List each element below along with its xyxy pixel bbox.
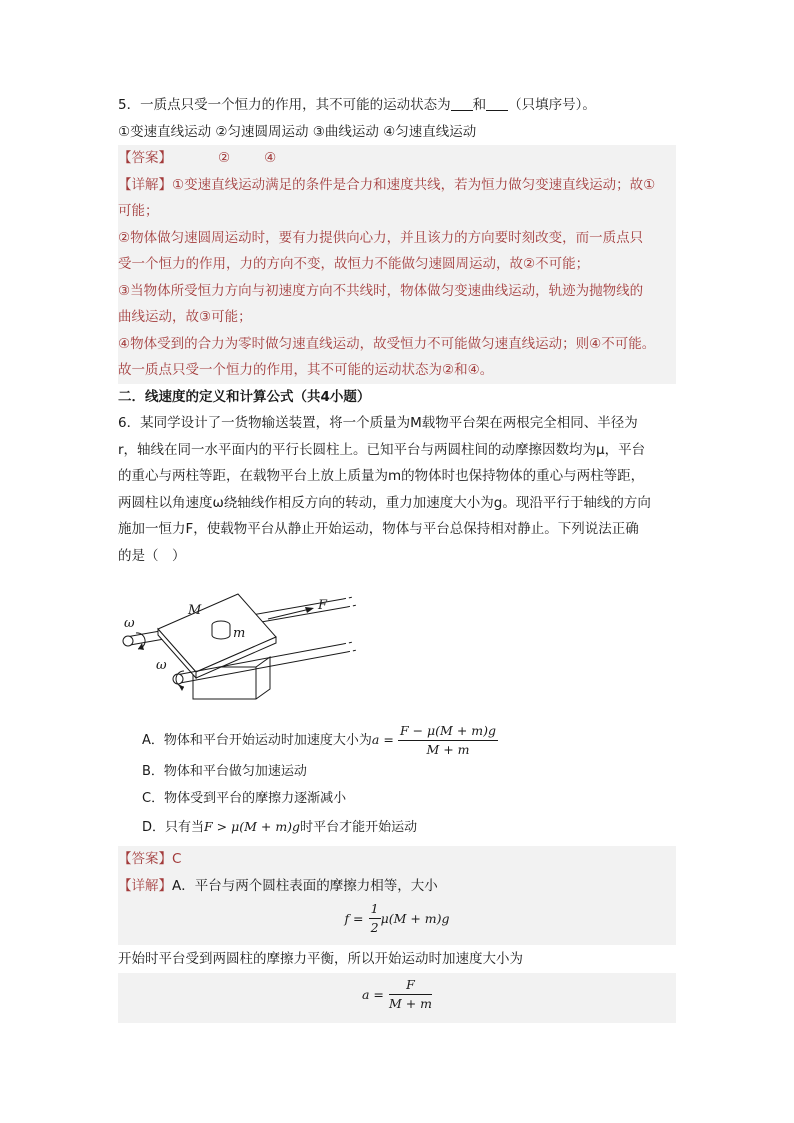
option-d-math: F > μ(M + m)g xyxy=(204,819,301,834)
q6-formula-1 xyxy=(118,899,676,945)
q6-option-b: B．物体和平台做匀加速运动 xyxy=(142,764,307,779)
formula-2-lhs: a = xyxy=(361,987,384,1002)
formula-2-numerator: F xyxy=(389,977,432,995)
q5-and: 和 xyxy=(472,97,487,113)
formula-1-fraction xyxy=(369,901,381,936)
q5-detail-line: 故一质点只受一个恒力的作用，其不可能的运动状态为②和④。 xyxy=(118,362,494,378)
q6-stem-line: 两圆柱以角速度ω绕轴线作相反方向的转动，重力加速度大小为g。现沿平行于轴线的方向 xyxy=(118,494,651,511)
q6-figure xyxy=(118,579,676,721)
platform-cylinder-diagram xyxy=(118,579,378,721)
formula-2-denominator: M + m xyxy=(388,996,433,1011)
option-a-fraction xyxy=(398,723,498,758)
q5-detail-line: 可能； xyxy=(118,203,159,219)
answer-label: 【答案】 xyxy=(118,150,172,166)
q5-stem-tail: （只填序号）。 xyxy=(508,97,596,113)
q6-answer-value: C xyxy=(172,851,182,867)
section-title: 二．线速度的定义和计算公式（共4小题） xyxy=(118,388,371,405)
q5-blank-2 xyxy=(486,96,508,111)
q5-answer xyxy=(118,145,676,172)
q6-option-d xyxy=(118,812,676,842)
formula-1-rhs: μ(M + m)g xyxy=(380,911,450,926)
option-a-lhs: a = xyxy=(371,732,394,747)
q6-formula-2 xyxy=(118,973,676,1023)
q5-stem xyxy=(118,92,676,119)
formula-1-denominator: 2 xyxy=(370,920,379,935)
q6-answer xyxy=(118,846,676,873)
q5-detail-line: 受一个恒力的作用，力的方向不变，故恒力不能做匀速圆周运动，故②不可能； xyxy=(118,256,590,272)
q5-detail-line: ②物体做匀速圆周运动时，要有力提供向心力，并且该力的方向要时刻改变，而一质点只 xyxy=(118,229,644,246)
q6-stem-line: 的重心与两柱等距，在载物平台上放上质量为m的物体时也保持物体的重心与两柱等距， xyxy=(118,468,645,484)
q5-detail-line: 曲线运动，故③可能； xyxy=(118,309,252,325)
option-a-numerator: F − μ(M + m)g xyxy=(398,723,498,741)
q5-answer-2: ④ xyxy=(264,150,277,166)
q6-detail-1 xyxy=(118,873,676,900)
label-omega-2: ω xyxy=(156,658,167,673)
back-cylinder-end xyxy=(123,636,133,646)
q6-detail-1-text: A．平台与两个圆柱表面的摩擦力相等，大小 xyxy=(172,877,438,894)
label-F: F xyxy=(318,598,328,613)
formula-2-fraction xyxy=(389,977,432,1012)
q6-stem-line: r，轴线在同一水平面内的平行长圆柱上。已知平台与两圆柱间的动摩擦因数均为μ，平台 xyxy=(118,441,646,458)
formula-1-numerator: 1 xyxy=(369,901,381,919)
q6-stem-line: 施加一恒力F，使载物平台从静止开始运动，物体与平台总保持相对静止。下列说法正确 xyxy=(118,521,639,537)
detail-label: 【详解】 xyxy=(118,176,172,193)
front-cylinder-end xyxy=(173,674,183,684)
q6-answer-block xyxy=(118,846,676,945)
q5-blank-1 xyxy=(451,96,473,111)
q5-options: ①变速直线运动 ②匀速圆周运动 ③曲线运动 ④匀速直线运动 xyxy=(118,123,477,140)
label-M: M xyxy=(188,603,202,618)
answer-label: 【答案】 xyxy=(118,851,172,867)
q6-detail-2: 开始时平台受到两圆柱的摩擦力平衡，所以开始运动时加速度大小为 xyxy=(118,951,523,967)
option-a-text: A．物体和平台开始运动时加速度大小为 xyxy=(142,733,372,748)
q5-answer-1: ② xyxy=(218,150,231,166)
detail-label: 【详解】 xyxy=(118,877,172,894)
q5-detail-line: ③当物体所受恒力方向与初速度方向不共线时，物体做匀变速曲线运动，轨迹为抛物线的 xyxy=(118,282,644,299)
formula-1-lhs: f = xyxy=(344,911,364,926)
q5-detail-line: ④物体受到的合力为零时做匀速直线运动，故受恒力不可能做匀速直线运动；则④不可能。 xyxy=(118,335,656,352)
option-d-pre: D．只有当 xyxy=(142,820,205,835)
option-d-post: 时平台才能开始运动 xyxy=(300,820,418,835)
option-a-denominator: M + m xyxy=(426,742,470,757)
q6-stem-line: 6．某同学设计了一货物输送装置，将一个质量为M载物平台架在两根完全相同、半径为 xyxy=(118,415,638,431)
q5-detail-line xyxy=(118,172,676,199)
q5-answer-block xyxy=(118,145,676,384)
q6-option-a xyxy=(118,723,676,758)
document-page xyxy=(118,92,676,1023)
q5-stem-text: 5．一质点只受一个恒力的作用，其不可能的运动状态为 xyxy=(118,97,451,113)
q5-detail-text: ①变速直线运动满足的条件是合力和速度共线，若为恒力做匀变速直线运动；故① xyxy=(172,176,656,193)
label-m: m xyxy=(233,626,246,641)
label-omega-1: ω xyxy=(124,616,135,631)
q6-option-c: C．物体受到平台的摩擦力逐渐减小 xyxy=(142,791,347,806)
q6-stem-line: 的是（ ） xyxy=(118,547,186,564)
